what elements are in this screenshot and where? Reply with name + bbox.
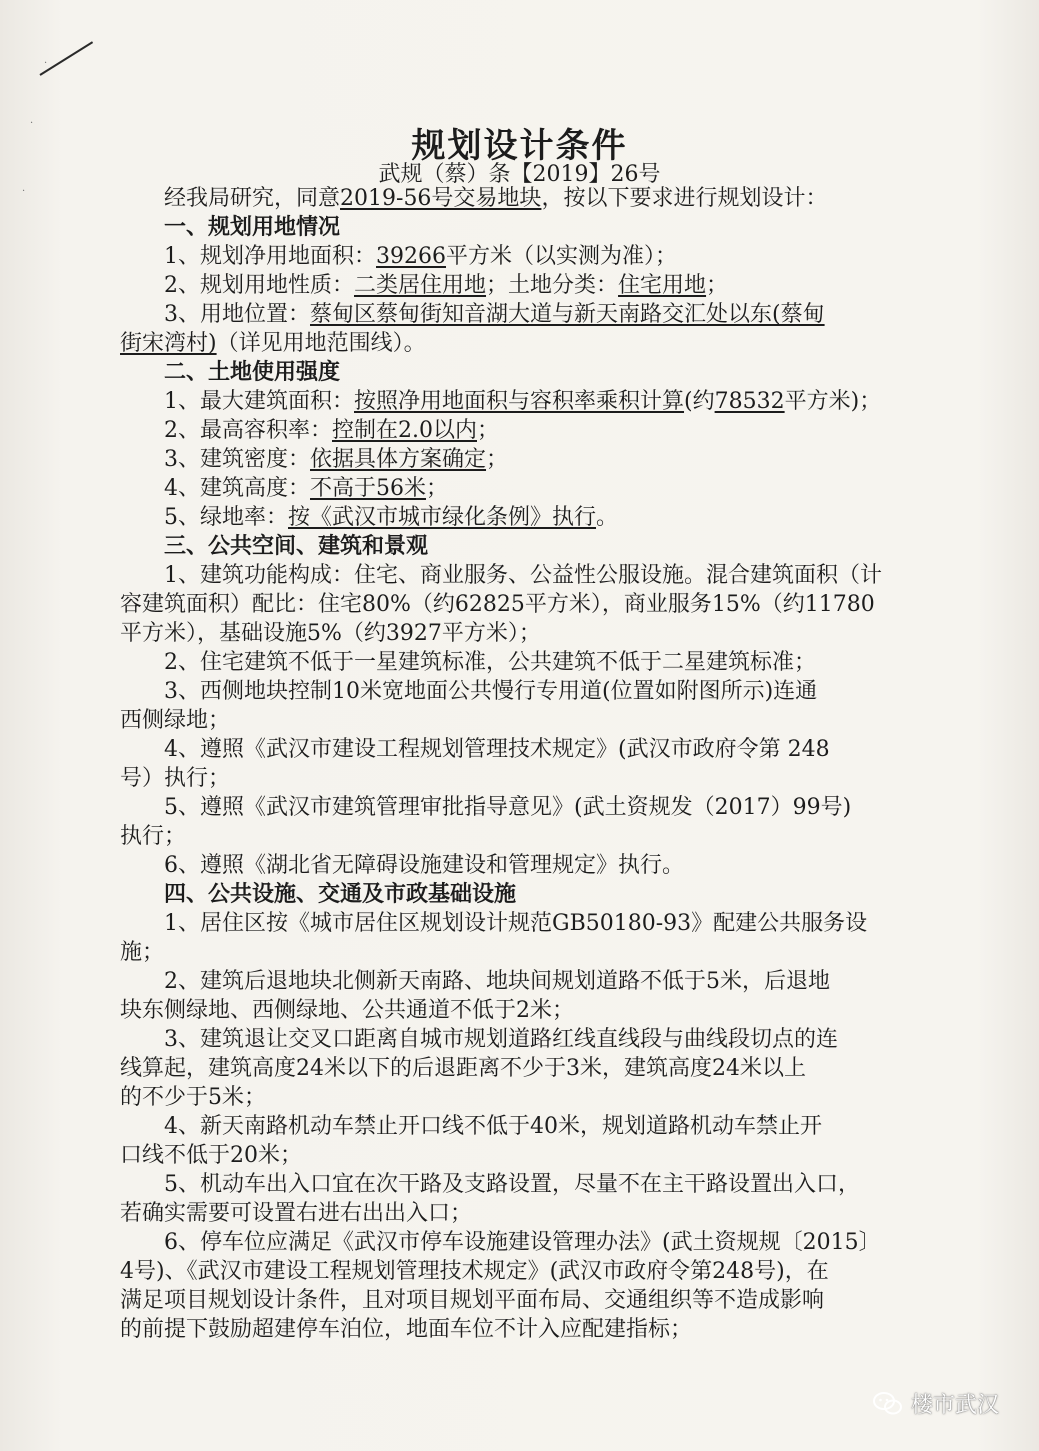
paragraph: 执行； [120,824,187,849]
paragraph: 1、规划净用地面积：39266平方米（以实测为准）； [164,244,678,269]
paragraph: 块东侧绿地、西侧绿地、公共通道不低于2米； [120,998,574,1023]
paragraph: 5、遵照《武汉市建筑管理审批指导意见》(武土资规发（2017）99号) [164,795,852,820]
paragraph: 施； [120,940,165,965]
paragraph: 的前提下鼓励超建停车泊位，地面车位不计入应配建指标； [120,1317,693,1342]
document-body [120,184,950,1344]
wechat-icon [873,1392,903,1416]
paragraph: 西侧绿地； [120,708,231,733]
paragraph: 容建筑面积）配比：住宅80%（约62825平方米），商业服务15%（约11780 [120,592,875,617]
paragraph: 1、最大建筑面积：按照净用地面积与容积率乘积计算(约78532平方米)； [164,389,882,414]
paragraph: 4、遵照《武汉市建设工程规划管理技术规定》(武汉市政府令第 248 [164,737,830,762]
section-heading-2: 二、土地使用强度 [164,359,341,385]
paragraph: 2、规划用地性质：二类居住用地；土地分类：住宅用地； [164,273,729,298]
watermark-text: 楼市武汉 [910,1393,999,1418]
paragraph: 2、建筑后退地块北侧新天南路、地块间规划道路不低于5米，后退地 [164,969,830,994]
paragraph: 3、用地位置：蔡甸区蔡甸街知音湖大道与新天南路交汇处以东(蔡甸 [164,302,825,327]
intro-line: 经我局研究，同意2019-56号交易地块，按以下要求进行规划设计： [164,186,828,211]
section-heading-1: 一、规划用地情况 [164,214,341,240]
paragraph: 平方米），基础设施5%（约3927平方米）； [120,621,541,646]
paragraph: 5、绿地率：按《武汉市城市绿化条例》执行。 [164,505,619,530]
section-heading-4: 四、公共设施、交通及市政基础设施 [164,881,517,907]
paragraph: 1、建筑功能构成：住宅、商业服务、公益性公服设施。混合建筑面积（计 [164,563,882,588]
paragraph: 5、机动车出入口宜在次干路及支路设置，尽量不在主干路设置出入口， [164,1172,860,1197]
paragraph: 线算起，建筑高度24米以下的后退距离不少于3米，建筑高度24米以上 [120,1056,806,1081]
paragraph: 1、居住区按《城市居住区规划设计规范GB50180-93》配建公共服务设 [164,911,868,936]
scan-speck: · [22,186,26,197]
section-heading-3: 三、公共空间、建筑和景观 [164,533,429,559]
paragraph: 口线不低于20米； [120,1143,302,1168]
document-title: 规划设计条件 [411,126,628,166]
paragraph: 6、停车位应满足《武汉市停车设施建设管理办法》(武土资规规〔2015〕 [164,1230,881,1255]
paragraph: 满足项目规划设计条件，且对项目规划平面布局、交通组织等不造成影响 [120,1288,825,1313]
paragraph: 街宋湾村)（详见用地范围线）。 [120,331,426,356]
paragraph: 的不少于5米； [120,1085,266,1110]
scan-speck: · [30,118,34,129]
paragraph: 2、住宅建筑不低于一星建筑标准，公共建筑不低于二星建筑标准； [164,650,816,675]
watermark [873,1388,999,1419]
scan-speck: · [44,58,48,69]
paragraph: 若确实需要可设置右进右出出入口； [120,1201,473,1226]
paragraph: 3、建筑密度：依据具体方案确定； [164,447,509,472]
paragraph: 2、最高容积率：控制在2.0以内； [164,418,500,443]
paragraph: 4、新天南路机动车禁止开口线不低于40米，规划道路机动车禁止开 [164,1114,822,1139]
document-number: 武规（蔡）条【2019】26号 [378,162,661,187]
paragraph: 4号)、《武汉市建设工程规划管理技术规定》(武汉市政府令第248号)，在 [120,1259,829,1284]
paragraph: 6、遵照《湖北省无障碍设施建设和管理规定》执行。 [164,853,684,878]
pen-mark [39,41,93,76]
paragraph: 3、建筑退让交叉口距离自城市规划道路红线直线段与曲线段切点的连 [164,1027,838,1052]
paragraph: 4、建筑高度：不高于56米； [164,476,449,501]
paragraph: 3、西侧地块控制10米宽地面公共慢行专用道(位置如附图所示)连通 [164,679,818,704]
paragraph: 号）执行； [120,766,231,791]
